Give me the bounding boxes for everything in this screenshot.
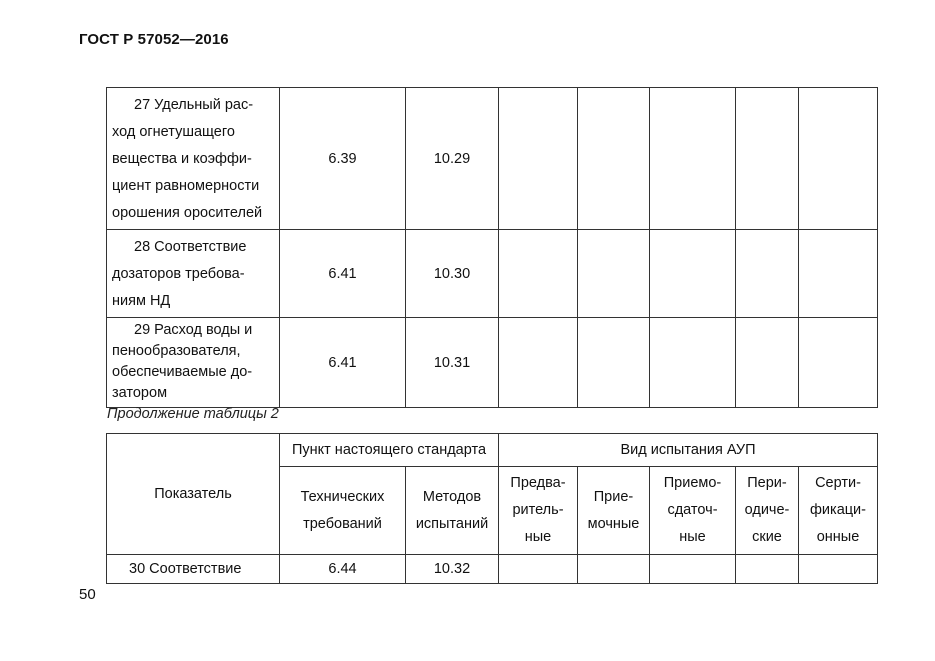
indicator-line: циент равномерности <box>112 178 260 194</box>
indicator-cell <box>107 318 280 408</box>
indicator-line: вещества и коэффи- <box>112 151 252 167</box>
header-line: мочные <box>587 515 640 532</box>
header-line: Приемо- <box>663 475 722 491</box>
header-line: Прие- <box>593 488 634 505</box>
certification-cell <box>799 88 878 230</box>
preliminary-cell <box>499 555 578 584</box>
header-commissioning <box>650 467 736 555</box>
commissioning-cell <box>650 555 736 584</box>
test-methods-cell: 10.29 <box>406 88 499 230</box>
table-upper-fragment <box>106 87 878 408</box>
indicator-line: орошения оросителей <box>112 205 263 221</box>
indicator-line: 29 Расход воды и <box>134 322 253 338</box>
periodic-cell <box>736 230 799 318</box>
table-lower-fragment <box>106 433 878 584</box>
table-row <box>107 88 878 230</box>
header-line: одиче- <box>744 502 790 518</box>
test-methods-cell: 10.30 <box>406 230 499 318</box>
acceptance-cell <box>578 555 650 584</box>
header-standard-clause: Пункт настоящего стандарта <box>280 434 499 467</box>
preliminary-cell <box>499 318 578 408</box>
header-line: Предва- <box>510 475 566 491</box>
header-test-methods <box>406 467 499 555</box>
header-line: Пери- <box>747 475 787 491</box>
tech-req-cell: 6.39 <box>280 88 406 230</box>
table-row <box>107 230 878 318</box>
certification-cell <box>799 230 878 318</box>
header-line: сдаточ- <box>667 502 718 518</box>
indicator-line: дозаторов требова- <box>112 266 245 282</box>
test-methods-cell: 10.32 <box>406 555 499 584</box>
header-line: Технических <box>300 488 385 505</box>
acceptance-cell <box>578 318 650 408</box>
indicator-line: ход огнетушащего <box>112 124 235 140</box>
tech-req-cell: 6.41 <box>280 230 406 318</box>
header-line: Методов <box>422 488 482 505</box>
indicator-line: ниям НД <box>112 293 171 309</box>
table-header-row <box>107 434 878 467</box>
tech-req-cell: 6.41 <box>280 318 406 408</box>
header-indicator: Показатель <box>107 434 280 555</box>
periodic-cell <box>736 318 799 408</box>
header-periodic <box>736 467 799 555</box>
table-row <box>107 318 878 408</box>
page-number: 50 <box>79 586 96 603</box>
preliminary-cell <box>499 230 578 318</box>
commissioning-cell <box>650 318 736 408</box>
header-line: онные <box>816 529 860 545</box>
header-line: ные <box>524 529 552 545</box>
header-line: ные <box>679 529 706 545</box>
header-line: испытаний <box>415 515 489 532</box>
indicator-line: обеспечиваемые до- <box>112 364 253 380</box>
periodic-cell <box>736 88 799 230</box>
commissioning-cell <box>650 88 736 230</box>
header-acceptance <box>578 467 650 555</box>
certification-cell <box>799 555 878 584</box>
header-line: требований <box>303 515 382 532</box>
indicator-line: пенообразователя, <box>112 343 241 359</box>
indicator-cell <box>107 88 280 230</box>
header-test-type: Вид испытания АУП <box>499 434 878 467</box>
table-continuation-caption: Продолжение таблицы 2 <box>107 406 279 422</box>
commissioning-cell <box>650 230 736 318</box>
header-line: ритель- <box>512 502 564 518</box>
header-line: Серти- <box>815 475 861 491</box>
header-line: фикаци- <box>810 502 866 518</box>
indicator-line: 27 Удельный рас- <box>134 97 254 113</box>
acceptance-cell <box>578 88 650 230</box>
header-line: ские <box>752 529 782 545</box>
header-preliminary <box>499 467 578 555</box>
test-methods-cell: 10.31 <box>406 318 499 408</box>
acceptance-cell <box>578 230 650 318</box>
indicator-cell: 30 Соответствие <box>107 555 280 584</box>
header-tech-req <box>280 467 406 555</box>
document-code: ГОСТ Р 57052—2016 <box>79 31 229 48</box>
tech-req-cell: 6.44 <box>280 555 406 584</box>
certification-cell <box>799 318 878 408</box>
preliminary-cell <box>499 88 578 230</box>
periodic-cell <box>736 555 799 584</box>
indicator-line: 28 Соответствие <box>134 239 247 255</box>
indicator-line: затором <box>112 385 168 401</box>
table-row <box>107 555 878 584</box>
indicator-cell <box>107 230 280 318</box>
header-certification <box>799 467 878 555</box>
